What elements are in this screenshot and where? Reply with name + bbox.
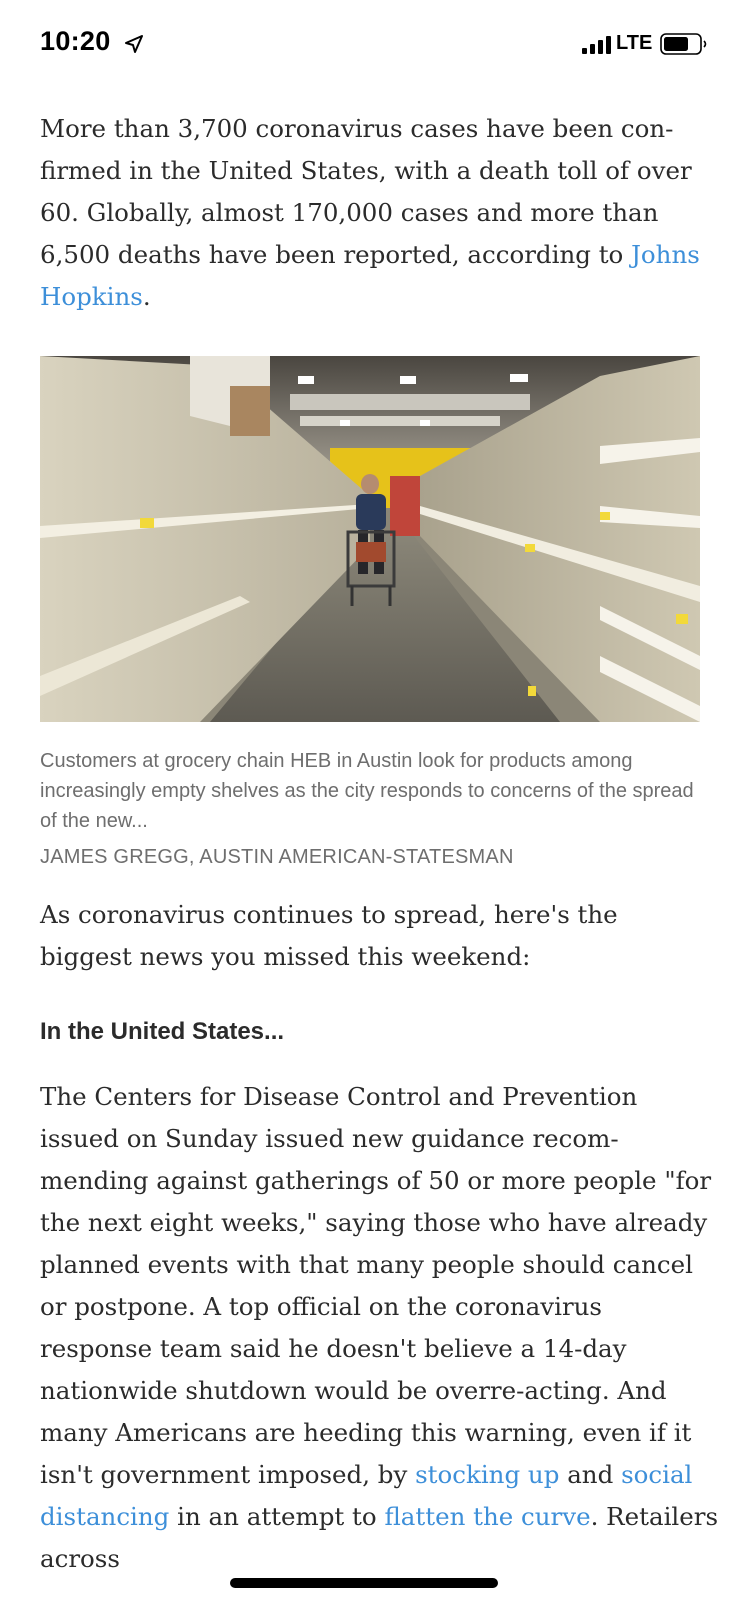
paragraph-2: As coronavirus continues to spread, here's the biggest news you missed this weekend: [40, 900, 618, 971]
paragraph-3-text-4: . Retailers across [40, 1502, 719, 1573]
home-indicator[interactable] [230, 1578, 498, 1588]
social-distancing-link[interactable]: social distancing [40, 1460, 693, 1531]
stocking-up-link[interactable]: stocking up [415, 1460, 560, 1489]
battery-icon [660, 33, 708, 55]
johns-hopkins-link[interactable]: Johns Hopkins [40, 240, 700, 311]
location-arrow-icon [124, 34, 144, 54]
paragraph-1-text: More than 3,700 coronavirus cases have been con-firmed in the United States, with a death toll of over 60. Globally, almost 170,000 cases and more than 6,500 deaths have been reported, according to [40, 114, 692, 269]
article-body [40, 108, 700, 318]
network-type: LTE [616, 32, 653, 54]
grocery-aisle-image [40, 356, 700, 722]
article-photo[interactable] [40, 356, 700, 722]
section-subhead: In the United States... [40, 1018, 285, 1045]
paragraph-3 [40, 1076, 720, 1580]
paragraph-1-end: . [142, 282, 151, 311]
paragraph-3-text-3: in an attempt to [169, 1502, 385, 1531]
status-bar [0, 0, 739, 90]
flatten-the-curve-link[interactable]: flatten the curve [384, 1502, 591, 1531]
paragraph-3-text-1: The Centers for Disease Control and Prevention issued on Sunday issued new guidance recom-mending against gatherings of 50 or more people "for the next eight weeks," saying those who have already planned events with that many people should cancel or postpone. A top official on the coronavirus response team said he doesn't believe a 14-day nationwide shutdown would be overre-acting. And many Americans are heeding this warning, even if it isn't government imposed, by [40, 1082, 712, 1489]
paragraph-3-text-2: and [559, 1460, 622, 1489]
paragraph-1 [40, 108, 700, 318]
signal-bars-icon [582, 36, 612, 54]
photo-credit: JAMES GREGG, AUSTIN AMERICAN-STATESMAN [40, 846, 514, 868]
status-time: 10:20 [40, 26, 111, 56]
photo-caption: Customers at grocery chain HEB in Austin look for products among increasingly empty shelves as the city responds to concerns of the spread of the new... [40, 750, 694, 832]
